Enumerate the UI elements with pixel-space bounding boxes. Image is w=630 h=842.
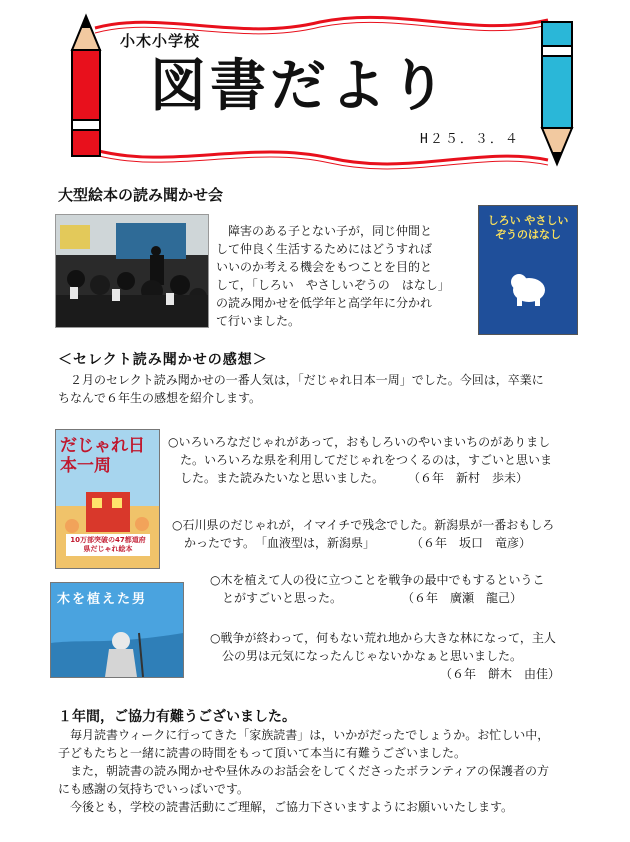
tree-book-title: 木を植えた男 bbox=[57, 592, 148, 607]
section1-body bbox=[216, 222, 471, 330]
text-line: ○戦争が終わって，何もない荒れ地から大きな林になって，主人 bbox=[210, 631, 556, 645]
page-title: 図書だより bbox=[150, 54, 450, 119]
text-line: て行いました。 bbox=[216, 314, 301, 328]
text-line: した。また読みたいなと思いました。 （６年 新村 歩未） bbox=[180, 471, 529, 485]
text-line: ちなんで６年生の感想を紹介します。 bbox=[58, 391, 262, 405]
section3-body bbox=[58, 726, 580, 816]
section2-heading: ＜セレクト読み聞かせの感想＞ bbox=[58, 352, 268, 368]
elephant-book-cover bbox=[478, 205, 578, 335]
elephant-book-title: しろい やさしい ぞうのはなし bbox=[487, 214, 569, 241]
text-line: の読み聞かせを低学年と高学年に分かれ bbox=[216, 296, 433, 310]
text-line: ２月のセレクト読み聞かせの一番人気は，「だじゃれ日本一周」でした。今回は，卒業に bbox=[70, 373, 544, 387]
reading-event-photo bbox=[55, 214, 209, 328]
tree-book-cover bbox=[50, 582, 184, 678]
red-pencil-icon bbox=[72, 16, 100, 156]
school-name: 小木小学校 bbox=[120, 32, 201, 50]
dajare-book-title: だじゃれ日本一周 bbox=[60, 436, 145, 476]
text-line: ○木を植えて人の役に立つことを戦争の最中でもするというこ bbox=[210, 573, 545, 587]
issue-date: H２５．３．４ bbox=[420, 132, 520, 147]
text-line: 毎月読書ウィークに行ってきた「家族読書」は，いかがだったでしょうか。お忙しい中， bbox=[58, 728, 550, 742]
dajare-book-cover bbox=[55, 429, 160, 569]
comment-3 bbox=[210, 571, 580, 607]
text-line: 今後とも，学校の読書活動にご理解，ご協力下さいますようにお願いいたします。 bbox=[58, 800, 514, 814]
section2-intro bbox=[58, 371, 578, 407]
text-line: た。いろいろな県を利用してだじゃれをつくるのは，すごいと思いま bbox=[180, 453, 553, 467]
text-line: 障害のある子とない子が，同じ仲間と bbox=[216, 224, 433, 238]
comment-1 bbox=[168, 433, 580, 487]
text-line: かったです。 「血液型は，新潟県」 （６年 坂口 竜彦） bbox=[184, 536, 532, 550]
text-line: とがすごいと思った。 （６年 廣瀬 龍己） bbox=[222, 591, 523, 605]
blue-pencil-icon bbox=[542, 22, 572, 164]
text-line: 公の男は元気になったんじゃないかなぁと思いました。 bbox=[222, 649, 523, 663]
text-line: （６年 餅木 由佳） bbox=[439, 667, 560, 681]
text-line: にも感謝の気持ちでいっぱいです。 bbox=[58, 782, 249, 796]
comment-4 bbox=[210, 629, 580, 683]
text-line: して，「しろい やさしいぞうの はなし」 bbox=[216, 278, 450, 292]
text-line: 子どもたちと一緒に読書の時間をもって頂いて本当に有難うございました。 bbox=[58, 746, 467, 760]
text-line: ○石川県のだじゃれが，イマイチで残念でした。新潟県が一番おもしろ bbox=[172, 518, 555, 532]
text-line: また，朝読書の読み聞かせや昼休みのお話会をしてくださったボランティアの保護者の方 bbox=[58, 764, 550, 778]
text-line: いいのか考える機会をもつことを目的と bbox=[216, 260, 433, 274]
dajare-book-badge: 10万部突破の47都道府県だじゃれ絵本 bbox=[70, 536, 146, 553]
text-line: ○いろいろなだじゃれがあって，おもしろいのやいまいちのがありまし bbox=[168, 435, 551, 449]
text-line: して仲良く生活するためにはどうすれば bbox=[216, 242, 433, 256]
comment-2 bbox=[172, 516, 580, 552]
section1-heading: 大型絵本の読み聞かせ会 bbox=[58, 186, 224, 204]
section3-heading: １年間，ご協力有難うございました。 bbox=[58, 709, 296, 725]
